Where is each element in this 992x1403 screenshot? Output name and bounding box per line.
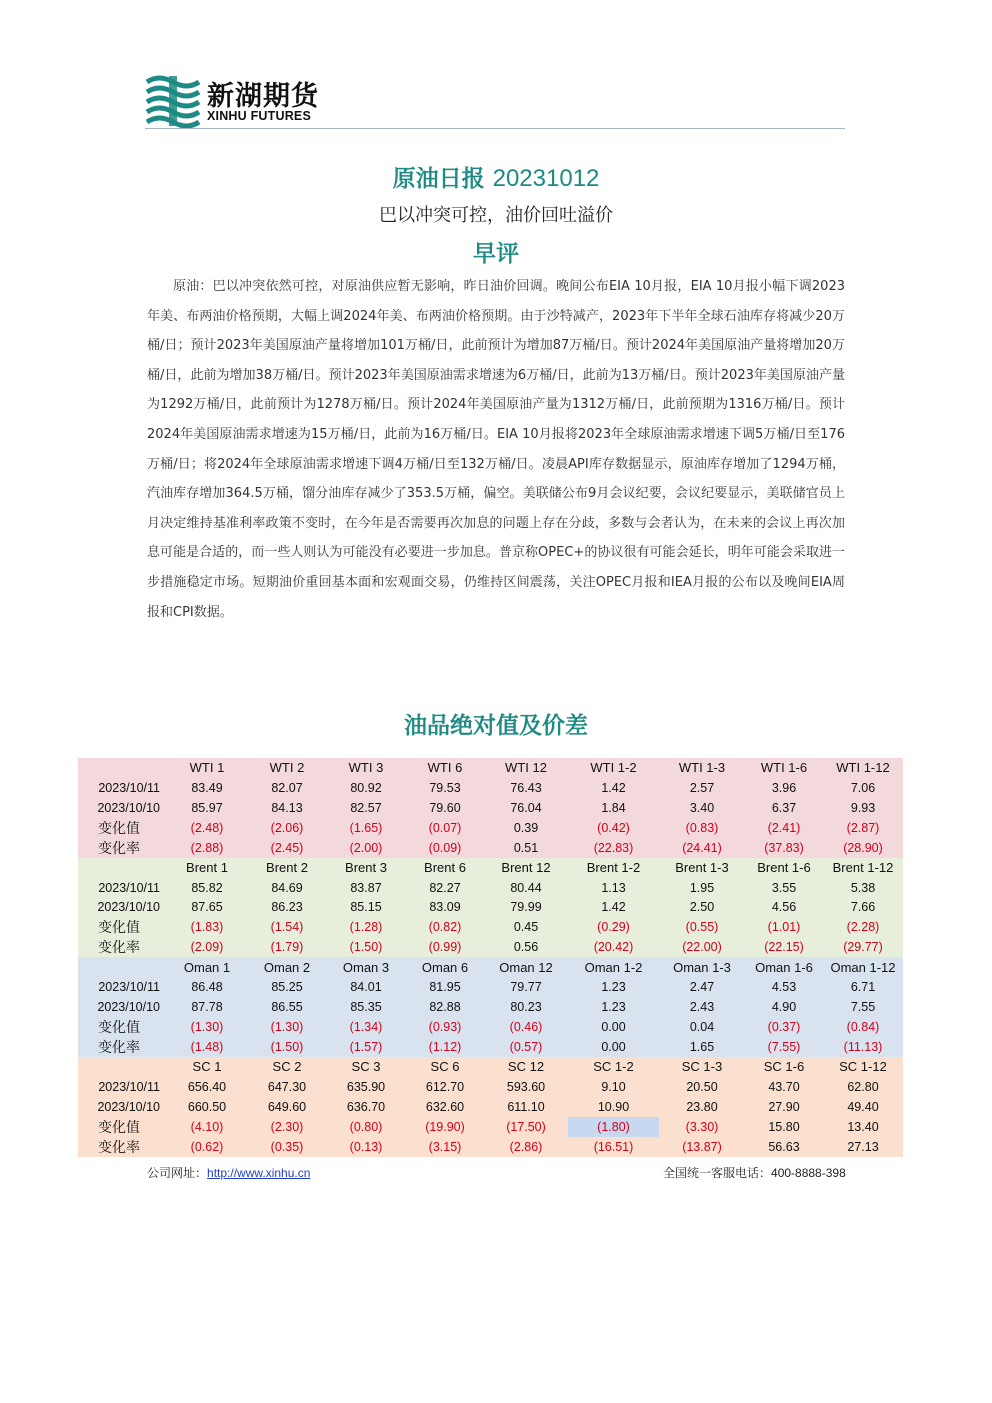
column-header: Brent 1-12	[823, 858, 903, 878]
table-cell: 593.60	[484, 1077, 568, 1097]
logo-english-name: XINHU FUTURES	[207, 109, 311, 123]
table-cell: (1.80)	[568, 1117, 659, 1137]
footer-hotline	[663, 1164, 846, 1181]
table-row	[78, 1077, 903, 1097]
table-cell: 83.09	[406, 897, 484, 917]
column-header: Oman 1-12	[823, 957, 903, 977]
table-cell: 1.42	[568, 778, 659, 798]
table-cell: 0.45	[484, 917, 568, 937]
table-cell: 84.01	[326, 977, 406, 997]
table-cell: (1.54)	[248, 917, 326, 937]
column-header: Oman 1-6	[745, 957, 823, 977]
table-cell: (1.12)	[406, 1037, 484, 1057]
column-header: WTI 1-2	[568, 758, 659, 778]
table-cell: (20.42)	[568, 937, 659, 957]
column-header: SC 6	[406, 1057, 484, 1077]
table-cell: 86.23	[248, 897, 326, 917]
table-cell: (22.15)	[745, 937, 823, 957]
table-row	[78, 838, 903, 858]
column-header: Brent 1-2	[568, 858, 659, 878]
table-row	[78, 818, 903, 838]
table-cell: 5.38	[823, 878, 903, 898]
table-row	[78, 997, 903, 1017]
column-header: WTI 12	[484, 758, 568, 778]
column-header: Oman 12	[484, 957, 568, 977]
table-cell: (1.34)	[326, 1017, 406, 1037]
table-cell: (28.90)	[823, 838, 903, 858]
wti-header-row	[78, 758, 903, 778]
table-cell: (3.30)	[659, 1117, 745, 1137]
table-cell: 0.51	[484, 838, 568, 858]
column-header: WTI 3	[326, 758, 406, 778]
row-label: 变化值	[78, 1017, 166, 1037]
row-label: 变化率	[78, 1037, 166, 1057]
table-cell: 49.40	[823, 1097, 903, 1117]
table-cell: (1.28)	[326, 917, 406, 937]
column-header: Brent 12	[484, 858, 568, 878]
table-cell: 56.63	[745, 1137, 823, 1157]
table-cell: (17.50)	[484, 1117, 568, 1137]
table-cell: 2.43	[659, 997, 745, 1017]
footer-website-link[interactable]: http://www.xinhu.cn	[207, 1166, 311, 1180]
table-cell: 79.99	[484, 897, 568, 917]
table-cell: 656.40	[166, 1077, 248, 1097]
column-header: Brent 1-6	[745, 858, 823, 878]
table-cell: 1.95	[659, 878, 745, 898]
table-cell: (19.90)	[406, 1117, 484, 1137]
table-cell: 635.90	[326, 1077, 406, 1097]
table-cell: (1.01)	[745, 917, 823, 937]
header-blank-cell	[78, 957, 166, 977]
wave-logo-icon	[145, 72, 201, 128]
price-spread-table	[78, 758, 903, 1157]
table-cell: (0.82)	[406, 917, 484, 937]
table-cell: (0.07)	[406, 818, 484, 838]
row-label: 2023/10/10	[78, 1097, 166, 1117]
table-cell: 87.78	[166, 997, 248, 1017]
table-cell: (22.00)	[659, 937, 745, 957]
table-cell: 4.56	[745, 897, 823, 917]
table-cell: (0.84)	[823, 1017, 903, 1037]
column-header: Brent 2	[248, 858, 326, 878]
header-blank-cell	[78, 1057, 166, 1077]
table-cell: 0.00	[568, 1017, 659, 1037]
table-cell: 82.57	[326, 798, 406, 818]
table-cell: 1.23	[568, 997, 659, 1017]
table-cell: 15.80	[745, 1117, 823, 1137]
table-cell: 82.07	[248, 778, 326, 798]
table-row	[78, 1097, 903, 1117]
column-header: Oman 6	[406, 957, 484, 977]
table-cell: 7.66	[823, 897, 903, 917]
table-cell: (2.09)	[166, 937, 248, 957]
table-cell: 611.10	[484, 1097, 568, 1117]
table-cell: 27.90	[745, 1097, 823, 1117]
sc-header-row	[78, 1057, 903, 1077]
column-header: SC 1	[166, 1057, 248, 1077]
table-cell: 4.90	[745, 997, 823, 1017]
table-cell: 1.23	[568, 977, 659, 997]
table-cell: 79.53	[406, 778, 484, 798]
table-cell: (13.87)	[659, 1137, 745, 1157]
column-header: SC 1-2	[568, 1057, 659, 1077]
table-row	[78, 937, 903, 957]
table-cell: (0.29)	[568, 917, 659, 937]
table-cell: 84.13	[248, 798, 326, 818]
logo-chinese-name: 新湖期货	[207, 81, 319, 112]
table-cell: (7.55)	[745, 1037, 823, 1057]
table-cell: (2.06)	[248, 818, 326, 838]
column-header: Brent 3	[326, 858, 406, 878]
table-row	[78, 977, 903, 997]
table-cell: 660.50	[166, 1097, 248, 1117]
column-header: WTI 1	[166, 758, 248, 778]
row-label: 变化值	[78, 917, 166, 937]
row-label: 2023/10/10	[78, 798, 166, 818]
table-cell: (0.13)	[326, 1137, 406, 1157]
table-cell: 80.44	[484, 878, 568, 898]
column-header: SC 3	[326, 1057, 406, 1077]
table-cell: 7.55	[823, 997, 903, 1017]
column-header: SC 1-3	[659, 1057, 745, 1077]
table-cell: 3.96	[745, 778, 823, 798]
row-label: 2023/10/10	[78, 897, 166, 917]
table-cell: 636.70	[326, 1097, 406, 1117]
table-cell: (0.80)	[326, 1117, 406, 1137]
table-row	[78, 878, 903, 898]
table-cell: (2.28)	[823, 917, 903, 937]
column-header: Brent 1-3	[659, 858, 745, 878]
table-cell: (0.99)	[406, 937, 484, 957]
table-cell: (22.83)	[568, 838, 659, 858]
table-cell: (1.57)	[326, 1037, 406, 1057]
table-cell: 6.71	[823, 977, 903, 997]
section-title-price-table: 油品绝对值及价差	[404, 713, 588, 739]
table-cell: 82.27	[406, 878, 484, 898]
column-header: WTI 1-12	[823, 758, 903, 778]
row-label: 2023/10/11	[78, 1077, 166, 1097]
table-cell: (0.55)	[659, 917, 745, 937]
table-cell: 76.04	[484, 798, 568, 818]
table-cell: (0.83)	[659, 818, 745, 838]
column-header: WTI 2	[248, 758, 326, 778]
table-cell: 79.77	[484, 977, 568, 997]
table-cell: (0.37)	[745, 1017, 823, 1037]
table-row	[78, 1117, 903, 1137]
table-cell: 85.97	[166, 798, 248, 818]
table-cell: 80.23	[484, 997, 568, 1017]
table-cell: 20.50	[659, 1077, 745, 1097]
table-cell: (1.65)	[326, 818, 406, 838]
company-logo	[145, 72, 345, 128]
table-cell: (2.41)	[745, 818, 823, 838]
table-cell: (1.50)	[326, 937, 406, 957]
table-cell: 612.70	[406, 1077, 484, 1097]
report-title-date: 20231012	[492, 165, 600, 192]
row-label: 2023/10/11	[78, 878, 166, 898]
row-label: 2023/10/11	[78, 977, 166, 997]
report-subtitle: 巴以冲突可控，油价回吐溢价	[379, 205, 613, 226]
table-cell: (1.30)	[166, 1017, 248, 1037]
table-row	[78, 897, 903, 917]
table-cell: (0.62)	[166, 1137, 248, 1157]
table-cell: (0.42)	[568, 818, 659, 838]
table-cell: 43.70	[745, 1077, 823, 1097]
table-cell: 85.15	[326, 897, 406, 917]
table-cell: (11.13)	[823, 1037, 903, 1057]
column-header: Oman 1	[166, 957, 248, 977]
table-cell: 649.60	[248, 1097, 326, 1117]
table-row	[78, 1017, 903, 1037]
brent-header-row	[78, 858, 903, 878]
table-cell: 27.13	[823, 1137, 903, 1157]
table-cell: 1.65	[659, 1037, 745, 1057]
table-cell: 0.56	[484, 937, 568, 957]
table-cell: 84.69	[248, 878, 326, 898]
table-cell: 85.25	[248, 977, 326, 997]
header-blank-cell	[78, 758, 166, 778]
table-cell: 83.87	[326, 878, 406, 898]
table-cell: 85.82	[166, 878, 248, 898]
table-cell: 1.84	[568, 798, 659, 818]
table-row	[78, 1037, 903, 1057]
table-row	[78, 778, 903, 798]
column-header: WTI 1-6	[745, 758, 823, 778]
table-cell: 82.88	[406, 997, 484, 1017]
report-title-text: 原油日报	[392, 166, 485, 192]
table-cell: (0.93)	[406, 1017, 484, 1037]
table-cell: 1.42	[568, 897, 659, 917]
footer-hotline-number: 400-8888-398	[771, 1166, 846, 1180]
column-header: Brent 6	[406, 858, 484, 878]
report-title	[0, 160, 992, 193]
table-cell: 13.40	[823, 1117, 903, 1137]
column-header: Oman 1-2	[568, 957, 659, 977]
table-cell: 0.39	[484, 818, 568, 838]
table-cell: (0.09)	[406, 838, 484, 858]
column-header: WTI 1-3	[659, 758, 745, 778]
table-cell: (24.41)	[659, 838, 745, 858]
table-cell: (37.83)	[745, 838, 823, 858]
table-cell: 2.47	[659, 977, 745, 997]
table-cell: (3.15)	[406, 1137, 484, 1157]
table-cell: 0.04	[659, 1017, 745, 1037]
table-cell: (2.45)	[248, 838, 326, 858]
table-cell: 80.92	[326, 778, 406, 798]
table-cell: (2.48)	[166, 818, 248, 838]
table-cell: 83.49	[166, 778, 248, 798]
table-cell: (1.48)	[166, 1037, 248, 1057]
table-cell: (1.30)	[248, 1017, 326, 1037]
table-cell: 647.30	[248, 1077, 326, 1097]
table-cell: (2.88)	[166, 838, 248, 858]
table-cell: (2.30)	[248, 1117, 326, 1137]
column-header: SC 12	[484, 1057, 568, 1077]
column-header: Oman 1-3	[659, 957, 745, 977]
row-label: 变化率	[78, 1137, 166, 1157]
table-cell: (0.57)	[484, 1037, 568, 1057]
table-cell: (16.51)	[568, 1137, 659, 1157]
table-cell: 0.00	[568, 1037, 659, 1057]
table-cell: 7.06	[823, 778, 903, 798]
table-cell: 632.60	[406, 1097, 484, 1117]
table-cell: 85.35	[326, 997, 406, 1017]
column-header: Oman 2	[248, 957, 326, 977]
table-cell: 87.65	[166, 897, 248, 917]
table-row	[78, 798, 903, 818]
table-cell: 76.43	[484, 778, 568, 798]
table-cell: 1.13	[568, 878, 659, 898]
table-cell: (2.00)	[326, 838, 406, 858]
table-cell: (2.87)	[823, 818, 903, 838]
morning-review-paragraph: 原油：巴以冲突依然可控，对原油供应暂无影响，昨日油价回调。晚间公布EIA 10月报，EIA 10月报小幅下调2023年美、布两油价格预期，大幅上调2024年美、布两油价格预期。由于沙特减产，2023年下半年全球石油库存将减少20万桶/日；预计2023年美国原油产量将增加101万桶/日，此前预计为增加87万桶/日。预计2024年美国原油产量将增加20万桶/日，此前为增加38万桶/日。预计2023年美国原油需求增速为6万桶/日，此前为13万桶/日。预计2023年美国原油产量为1292万桶/日，此前预计为1278万桶/日。预计2024年美国原油产量为1312万桶/日，此前预期为1316万桶/日。预计2024年美国原油需求增速为15万桶/日，此前为16万桶/日。EIA 10月报将2023年全球原油需求增速下调5万桶/日至176万桶/日；将2024年全球原油需求增速下调4万桶/日至132万桶/日。凌晨API库存数据显示，原油库存增加了1294万桶，汽油库存增加364.5万桶，馏分油库存减少了353.5万桶，偏空。美联储公布9月会议纪要，会议纪要显示，美联储官员上月决定维持基准利率政策不变时，在今年是否需要再次加息的问题上存在分歧，多数与会者认为，在未来的会议上再次加息可能是合适的，而一些人则认为可能没有必要进一步加息。普京称OPEC+的协议很有可能会延长，明年可能会采取进一步措施稳定市场。短期油价重回基本面和宏观面交易，仍维持区间震荡，关注OPEC月报和IEA月报的公布以及晚间EIA周报和CPI数据。	[147, 279, 845, 620]
table-cell: (1.83)	[166, 917, 248, 937]
table-cell: (1.79)	[248, 937, 326, 957]
table-cell: 3.40	[659, 798, 745, 818]
row-label: 变化率	[78, 838, 166, 858]
table-cell: (29.77)	[823, 937, 903, 957]
table-cell: 9.93	[823, 798, 903, 818]
section-title-morning-review: 早评	[473, 241, 519, 267]
column-header: Brent 1	[166, 858, 248, 878]
table-cell: 10.90	[568, 1097, 659, 1117]
table-cell: (2.86)	[484, 1137, 568, 1157]
row-label: 2023/10/10	[78, 997, 166, 1017]
table-cell: 81.95	[406, 977, 484, 997]
table-cell: (1.50)	[248, 1037, 326, 1057]
table-cell: (0.46)	[484, 1017, 568, 1037]
table-cell: (4.10)	[166, 1117, 248, 1137]
table-cell: 79.60	[406, 798, 484, 818]
row-label: 变化值	[78, 1117, 166, 1137]
table-cell: 2.57	[659, 778, 745, 798]
table-cell: (0.35)	[248, 1137, 326, 1157]
table-cell: 4.53	[745, 977, 823, 997]
table-cell: 9.10	[568, 1077, 659, 1097]
table-cell: 86.48	[166, 977, 248, 997]
table-cell: 86.55	[248, 997, 326, 1017]
column-header: SC 1-6	[745, 1057, 823, 1077]
row-label: 变化值	[78, 818, 166, 838]
footer-website	[147, 1164, 310, 1181]
table-cell: 62.80	[823, 1077, 903, 1097]
footer-website-label: 公司网址：	[147, 1166, 208, 1180]
header-divider	[145, 128, 845, 129]
table-cell: 23.80	[659, 1097, 745, 1117]
column-header: SC 1-12	[823, 1057, 903, 1077]
row-label: 2023/10/11	[78, 778, 166, 798]
column-header: SC 2	[248, 1057, 326, 1077]
table-cell: 2.50	[659, 897, 745, 917]
table-cell: 3.55	[745, 878, 823, 898]
table-row	[78, 1137, 903, 1157]
header-blank-cell	[78, 858, 166, 878]
column-header: WTI 6	[406, 758, 484, 778]
column-header: Oman 3	[326, 957, 406, 977]
oman-header-row	[78, 957, 903, 977]
row-label: 变化率	[78, 937, 166, 957]
footer-hotline-label: 全国统一客服电话：	[663, 1166, 772, 1180]
table-row	[78, 917, 903, 937]
table-cell: 6.37	[745, 798, 823, 818]
